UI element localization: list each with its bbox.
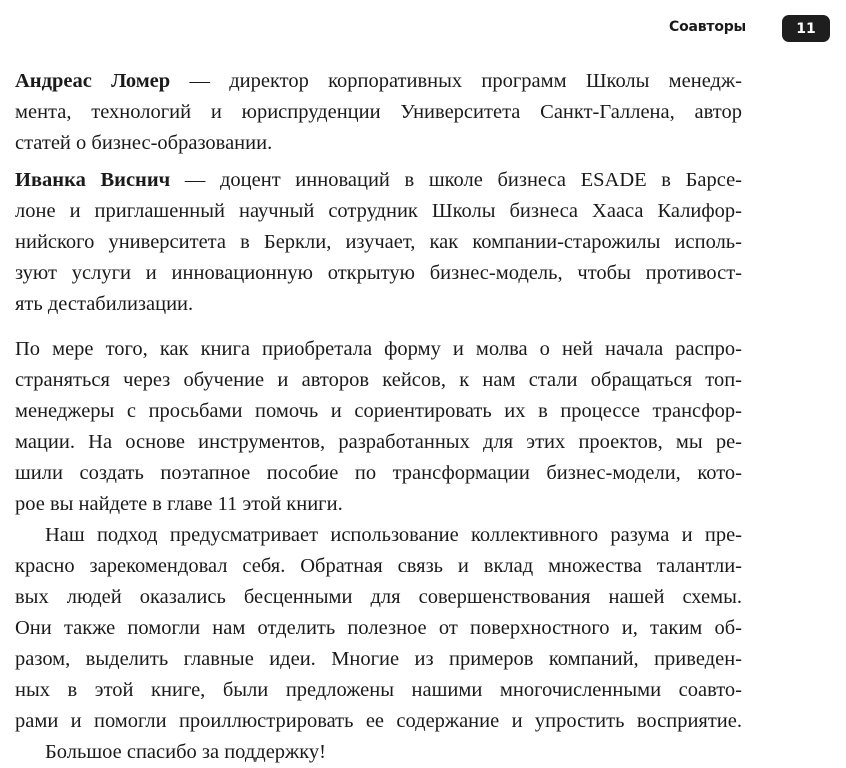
coauthor-text-line: мента, технологий и юриспруденции Университета Санкт-Галлена, автор [15, 101, 742, 123]
page-number-badge: 11 [782, 15, 830, 42]
coauthor-text-line: зуют услуги и инновационную открытую бизнес-модель, чтобы противост- [15, 262, 742, 284]
body-text-line: менеджеры с просьбами помочь и сориентировать их в процессе трансфор- [15, 400, 742, 422]
body-text-line: Они также помогли нам отделить полезное от поверхностного и, таким об- [15, 617, 742, 639]
body-text-line: Наш подход предусматривает использование коллективного разума и пре- [45, 524, 742, 546]
coauthor-name: Иванка Виснич [15, 169, 171, 191]
body-text-line: страняться через обучение и авторов кейсов, к нам стали обращаться топ- [15, 369, 742, 391]
coauthor-text-line: нийского университета в Беркли, изучает, как компании-старожилы исполь- [15, 231, 742, 253]
body-text-line: красно зарекомендовал себя. Обратная связь и вклад множества талантли- [15, 555, 742, 577]
body-text-line: разом, выделить главные идеи. Многие из примеров компаний, приведен- [15, 648, 742, 670]
body-text-line: По мере того, как книга приобретала форму и молва о ней начала распро- [15, 338, 742, 360]
coauthor-text-line: ять дестабилизации. [15, 293, 194, 315]
running-header-title: Соавторы [669, 19, 747, 35]
coauthor-entry-visnich [15, 165, 742, 320]
coauthor-entry-lomer [15, 66, 742, 159]
body-text-line: шили создать поэтапное пособие по трансформации бизнес-модели, кото- [15, 462, 742, 484]
body-text-line: вых людей оказались бесценными для совершенствования нашей схемы. [15, 586, 742, 608]
body-text-line: рое вы найдете в главе 11 этой книги. [15, 493, 343, 515]
body-paragraph [15, 520, 742, 737]
body-text-line: Большое спасибо за поддержку! [45, 741, 326, 763]
body-text-line: ных в этой книге, были предложены нашими многочисленными соавто- [15, 679, 742, 701]
body-paragraph [15, 334, 742, 520]
page-body [15, 66, 742, 768]
coauthor-text-line: — доцент инноваций в школе бизнеса ESADE в Барсе- [170, 169, 742, 191]
coauthor-text-line: лоне и приглашенный научный сотрудник Школы бизнеса Хааса Калифор- [15, 200, 742, 222]
coauthor-text-line: — директор корпоративных программ Школы менедж- [170, 70, 742, 92]
body-text-line: рами и помогли проиллюстрировать ее содержание и упростить восприятие. [15, 710, 742, 732]
coauthor-name: Андреас Ломер [15, 70, 171, 92]
body-text-line: мации. На основе инструментов, разработанных для этих проектов, мы ре- [15, 431, 742, 453]
coauthor-text-line: статей о бизнес-образовании. [15, 132, 273, 154]
